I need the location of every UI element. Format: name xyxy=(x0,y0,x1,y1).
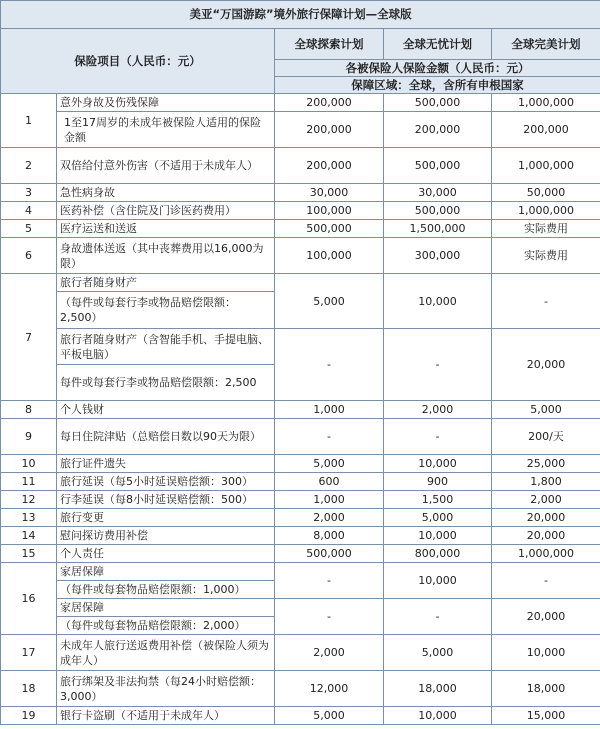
value-perfect: 实际费用 xyxy=(492,220,600,238)
value-perfect: 2,000 xyxy=(492,491,600,509)
item-label: 身故遗体送返（其中丧葬费用以16,000为限） xyxy=(57,238,275,274)
row-number: 13 xyxy=(1,509,57,527)
row-number: 6 xyxy=(1,238,57,274)
row-number: 16 xyxy=(1,563,57,635)
item-label: 意外身故及伤残保障 xyxy=(57,94,275,112)
table-row xyxy=(1,94,600,112)
value-explore: 2,000 xyxy=(275,635,384,671)
value-worryfree: 300,000 xyxy=(384,238,492,274)
value-explore: 30,000 xyxy=(275,184,384,202)
value-worryfree: 500,000 xyxy=(384,148,492,184)
value-worryfree: - xyxy=(384,599,492,635)
table-row xyxy=(1,274,600,292)
row-number: 18 xyxy=(1,671,57,707)
item-label: 旅行者随身财产 xyxy=(57,274,275,292)
table-row xyxy=(1,473,600,491)
table-row xyxy=(1,184,600,202)
value-perfect: 18,000 xyxy=(492,671,600,707)
value-worryfree: 10,000 xyxy=(384,707,492,725)
table-row xyxy=(1,707,600,725)
item-sublabel: （每件或每套行李或物品赔偿限额：2,500） xyxy=(57,292,275,329)
item-label: 家居保障 xyxy=(57,599,275,617)
item-label: 旅行变更 xyxy=(57,509,275,527)
item-sublabel: （每件或每套物品赔偿限额：1,000） xyxy=(57,581,275,599)
row-number: 3 xyxy=(1,184,57,202)
plan-header-perfect: 全球完美计划 xyxy=(492,29,600,60)
value-explore: 5,000 xyxy=(275,455,384,473)
table-row xyxy=(1,419,600,455)
row-number: 8 xyxy=(1,401,57,419)
value-worryfree: 10,000 xyxy=(384,455,492,473)
value-worryfree: 200,000 xyxy=(384,112,492,148)
value-worryfree: - xyxy=(384,419,492,455)
row-number: 7 xyxy=(1,274,57,401)
sum-insured-header: 各被保险人保险金额（人民币：元） xyxy=(275,60,600,77)
value-perfect: 1,000,000 xyxy=(492,202,600,220)
value-perfect: 5,000 xyxy=(492,401,600,419)
row-number: 4 xyxy=(1,202,57,220)
value-explore: 600 xyxy=(275,473,384,491)
value-perfect: 15,000 xyxy=(492,707,600,725)
value-explore: 200,000 xyxy=(275,94,384,112)
row-number: 10 xyxy=(1,455,57,473)
row-number: 14 xyxy=(1,527,57,545)
value-worryfree: 10,000 xyxy=(384,274,492,329)
value-perfect: - xyxy=(492,563,600,599)
value-perfect: 200/天 xyxy=(492,419,600,455)
table-row xyxy=(1,220,600,238)
row-number: 2 xyxy=(1,148,57,184)
table-row xyxy=(1,545,600,563)
value-explore: 1,000 xyxy=(275,491,384,509)
table-row xyxy=(1,563,600,581)
value-explore: 100,000 xyxy=(275,202,384,220)
value-explore: 500,000 xyxy=(275,545,384,563)
table-row xyxy=(1,527,600,545)
value-explore: 1,000 xyxy=(275,401,384,419)
item-label: 银行卡盗刷（不适用于未成年人） xyxy=(57,707,275,725)
item-label: 旅行者随身财产（含智能手机、手提电脑、平板电脑） xyxy=(57,329,275,365)
value-perfect: 20,000 xyxy=(492,509,600,527)
table-row xyxy=(1,401,600,419)
item-column-header: 保险项目（人民币：元） xyxy=(1,29,275,94)
item-label: 未成年人旅行送返费用补偿（被保险人须为成年人） xyxy=(57,635,275,671)
value-explore: 12,000 xyxy=(275,671,384,707)
value-explore: 200,000 xyxy=(275,112,384,148)
table-title: 美亚“万国游踪”境外旅行保障计划—全球版 xyxy=(1,1,600,29)
value-perfect: 1,000,000 xyxy=(492,545,600,563)
row-number: 19 xyxy=(1,707,57,725)
item-label: 慰问探访费用补偿 xyxy=(57,527,275,545)
value-perfect: 20,000 xyxy=(492,527,600,545)
value-worryfree: 30,000 xyxy=(384,184,492,202)
table-row xyxy=(1,202,600,220)
item-label: 1至17周岁的未成年被保险人适用的保险金额 xyxy=(57,112,275,148)
plan-header-explore: 全球探索计划 xyxy=(275,29,384,60)
region-header: 保障区域：全球，含所有申根国家 xyxy=(275,77,600,94)
value-perfect: 20,000 xyxy=(492,329,600,401)
table-row xyxy=(1,455,600,473)
value-perfect: 25,000 xyxy=(492,455,600,473)
value-worryfree: 800,000 xyxy=(384,545,492,563)
value-perfect: 200,000 xyxy=(492,112,600,148)
value-explore: 100,000 xyxy=(275,238,384,274)
table-row xyxy=(1,509,600,527)
table-row xyxy=(1,238,600,274)
value-perfect: 1,800 xyxy=(492,473,600,491)
item-label: 旅行证件遗失 xyxy=(57,455,275,473)
item-label: 医药补偿（含住院及门诊医药费用） xyxy=(57,202,275,220)
table-row xyxy=(1,635,600,671)
row-number: 12 xyxy=(1,491,57,509)
value-perfect: - xyxy=(492,274,600,329)
item-label: 个人钱财 xyxy=(57,401,275,419)
row-number: 15 xyxy=(1,545,57,563)
value-explore: - xyxy=(275,329,384,401)
value-worryfree: 500,000 xyxy=(384,94,492,112)
plan-header-worryfree: 全球无忧计划 xyxy=(384,29,492,60)
value-explore: - xyxy=(275,419,384,455)
value-worryfree: 5,000 xyxy=(384,635,492,671)
value-perfect: 实际费用 xyxy=(492,238,600,274)
value-worryfree: 900 xyxy=(384,473,492,491)
table-row xyxy=(1,148,600,184)
value-worryfree: 1,500,000 xyxy=(384,220,492,238)
value-worryfree: 10,000 xyxy=(384,527,492,545)
item-sublabel: （每件或每套物品赔偿限额：2,000） xyxy=(57,617,275,635)
value-worryfree: 1,500 xyxy=(384,491,492,509)
row-number: 5 xyxy=(1,220,57,238)
value-worryfree: - xyxy=(384,329,492,401)
value-explore: 200,000 xyxy=(275,148,384,184)
item-label: 个人责任 xyxy=(57,545,275,563)
item-label: 旅行绑架及非法拘禁（每24小时赔偿额：3,000） xyxy=(57,671,275,707)
item-label: 双倍给付意外伤害（不适用于未成年人） xyxy=(57,148,275,184)
value-explore: 2,000 xyxy=(275,509,384,527)
item-sublabel: 每件或每套行李或物品赔偿限额：2,500 xyxy=(57,365,275,401)
table-row xyxy=(1,599,600,617)
row-number: 1 xyxy=(1,94,57,148)
table-row xyxy=(1,671,600,707)
item-label: 行李延误（每8小时延误赔偿额：500） xyxy=(57,491,275,509)
value-explore: - xyxy=(275,599,384,635)
table-row xyxy=(1,112,600,148)
value-worryfree: 5,000 xyxy=(384,509,492,527)
row-number: 11 xyxy=(1,473,57,491)
value-explore: 5,000 xyxy=(275,707,384,725)
row-number: 17 xyxy=(1,635,57,671)
item-label: 每日住院津贴（总赔偿日数以90天为限） xyxy=(57,419,275,455)
value-worryfree: 2,000 xyxy=(384,401,492,419)
item-label: 急性病身故 xyxy=(57,184,275,202)
value-explore: 500,000 xyxy=(275,220,384,238)
table-row xyxy=(1,329,600,365)
value-perfect: 1,000,000 xyxy=(492,94,600,112)
item-label: 医疗运送和送返 xyxy=(57,220,275,238)
value-worryfree: 500,000 xyxy=(384,202,492,220)
value-perfect: 50,000 xyxy=(492,184,600,202)
value-perfect: 10,000 xyxy=(492,635,600,671)
row-number: 9 xyxy=(1,419,57,455)
value-worryfree: 18,000 xyxy=(384,671,492,707)
item-label: 旅行延误（每5小时延误赔偿额：300） xyxy=(57,473,275,491)
value-perfect: 20,000 xyxy=(492,599,600,635)
value-explore: - xyxy=(275,563,384,599)
value-worryfree: 10,000 xyxy=(384,563,492,599)
table-row xyxy=(1,491,600,509)
value-explore: 5,000 xyxy=(275,274,384,329)
value-explore: 8,000 xyxy=(275,527,384,545)
value-perfect: 1,000,000 xyxy=(492,148,600,184)
item-label: 家居保障 xyxy=(57,563,275,581)
